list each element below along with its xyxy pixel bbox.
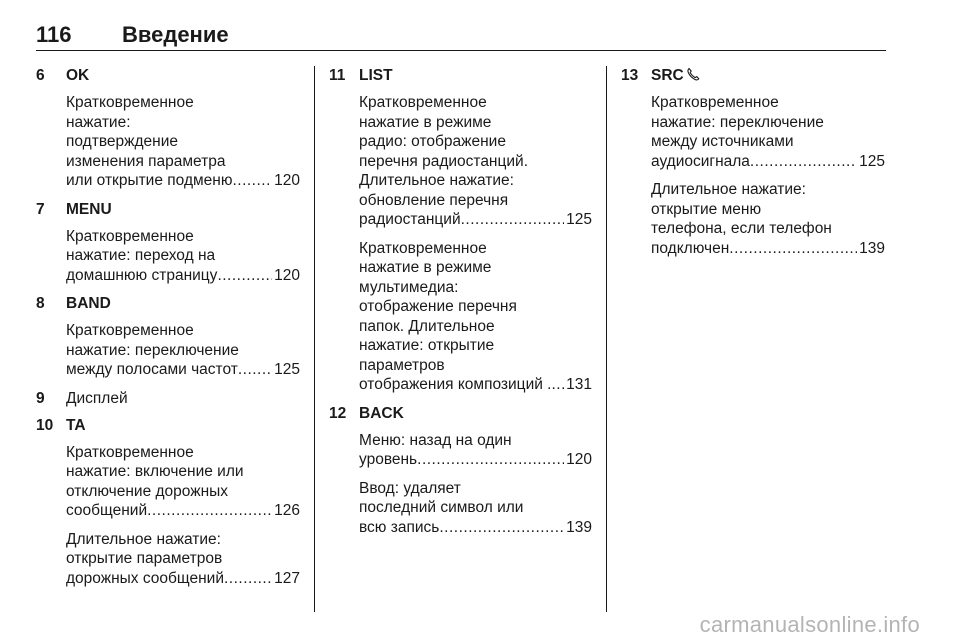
description-line: перечня радиостанций. [359,152,528,170]
description-line: мультимедиа: [359,278,459,296]
page-title: Введение [122,22,229,47]
page-reference: 126 [274,502,300,519]
entry-number: 10 [36,416,54,434]
page-reference: 131 [566,376,592,393]
page-reference-line [66,360,300,380]
entry-description [651,180,885,258]
page-reference-line [66,266,300,286]
entry-heading [329,404,592,424]
description-line: папок. Длительное [359,317,495,335]
header-divider [36,50,886,51]
description-line: изменения параметра [66,152,226,170]
column-divider [314,66,315,612]
page-reference: 139 [859,239,885,257]
description-line: Кратковременное [359,239,487,257]
entry-description [66,530,300,589]
entry [329,66,592,395]
watermark: carmanualsonline.info [699,612,920,637]
description-line: Кратковременное [66,227,194,245]
entry [36,66,300,191]
dot-leader [217,266,272,286]
page-reference: 127 [274,569,300,587]
entry [329,404,592,538]
page-reference-line [359,518,592,538]
page-reference-line [66,501,300,521]
entry [621,66,885,258]
entry-heading [329,66,592,86]
entry [36,294,300,380]
description-line: открытие параметров [66,550,223,567]
entry-number: 9 [36,389,45,407]
reference-text: отображения композиций . [359,376,552,393]
entry-description [359,431,592,470]
control-name [66,200,112,220]
dot-leader [224,569,272,589]
description-line: нажатие: переключение [66,341,239,359]
description-line: открытие меню [651,200,762,218]
entry [36,416,300,589]
dot-leader [729,239,857,259]
dot-leader [439,518,564,538]
control-name-text: MENU [66,200,112,218]
description-line: Кратковременное [359,94,487,111]
control-name [66,66,89,86]
dot-leader [147,501,272,521]
entry-number: 8 [36,295,45,312]
dot-leader [750,152,857,172]
description-line: нажатие в режиме [359,113,492,131]
dot-leader [417,450,564,470]
control-name [359,66,393,86]
entry-heading [36,200,300,220]
page-number: 116 [36,22,72,47]
description-line: Длительное нажатие: [66,530,221,548]
control-name-text: LIST [359,67,393,84]
entry-number: 7 [36,200,45,218]
description-line: подтверждение [66,133,178,150]
description-line: последний символ или [359,499,524,516]
column-divider [606,66,607,612]
description-line: Длительное нажатие: [359,172,514,189]
description-line: Кратковременное [651,94,779,111]
reference-text: дорожных сообщений [66,569,224,587]
entry-number: 6 [36,67,45,84]
control-name-text: SRC [651,67,684,84]
entry-heading [36,66,300,86]
reference-text: или открытие подменю [66,172,233,189]
description-line: параметров [359,356,445,374]
entry-description [66,321,300,380]
description-line: Ввод: удаляет [359,479,461,497]
description-line: Кратковременное [66,322,194,339]
entry-heading [621,66,885,86]
reference-text: аудиосигнала [651,152,750,170]
description-line: между источниками [651,133,794,150]
control-name-text: BACK [359,404,404,422]
entry-label: Дисплей [66,389,128,407]
reference-text: радиостанций [359,211,461,228]
description-line: нажатие: [66,113,131,131]
entry-heading [36,416,300,436]
reference-text: домашнюю страницу [66,266,218,284]
description-line: радио: отображение [359,133,506,150]
description-line: Меню: назад на один [359,431,512,449]
entry [36,200,300,286]
control-name-text: BAND [66,295,111,312]
page-reference-line [66,569,300,589]
reference-text: сообщений [66,502,148,519]
description-line: Кратковременное [66,443,194,461]
description-line: нажатие: открытие [359,337,495,354]
description-line: обновление перечня [359,191,509,209]
page-reference: 139 [566,518,592,536]
dot-leader [238,360,272,380]
entry-heading [36,294,300,314]
entry-heading [36,389,300,409]
reference-text: уровень [359,451,418,468]
control-name [66,416,86,436]
description-line: отображение перечня [359,298,517,315]
entry-number: 11 [329,67,346,84]
column-2 [329,66,592,546]
description-line: нажатие: включение или [66,463,244,480]
page-reference: 120 [274,172,300,189]
entry-description [359,239,592,395]
control-name [66,294,111,314]
description-line: отключение дорожных [66,482,229,500]
entry-number: 12 [329,404,347,422]
description-line: нажатие: переход на [66,247,216,264]
dot-leader [232,171,272,191]
description-line: нажатие: переключение [651,113,824,131]
entry-description [66,93,300,191]
control-name-text: OK [66,67,90,84]
description-line: телефона, если телефон [651,220,832,237]
entry-description [359,479,592,538]
dot-leader [461,210,565,230]
control-name [359,404,404,424]
page-reference-line [359,450,592,470]
column-3 [621,66,885,267]
page-reference: 120 [566,451,592,468]
entry-description [66,227,300,286]
reference-text: подключен [651,239,730,257]
page-reference-line [359,375,592,395]
column-1 [36,66,300,597]
reference-text: между полосами частот [66,361,238,378]
dot-leader [552,375,565,395]
entry-description [359,93,592,230]
page-reference-line [651,239,885,259]
control-name [651,66,700,86]
entry-number: 13 [621,67,639,84]
page-header [36,22,886,50]
page-reference: 125 [566,211,592,228]
page-reference: 120 [274,266,300,284]
entry-description [66,443,300,521]
page-reference: 125 [859,152,885,170]
description-line: Кратковременное [66,94,194,111]
description-line: нажатие в режиме [359,259,492,276]
entry [36,389,300,409]
page-reference-line [651,152,885,172]
page-reference-line [66,171,300,191]
page-reference-line [359,210,592,230]
control-name-text: TA [66,416,86,434]
phone-handset-icon [686,67,700,81]
page-reference: 125 [274,361,300,378]
reference-text: всю запись [359,518,440,536]
description-line: Длительное нажатие: [651,181,806,198]
entry-description [651,93,885,171]
